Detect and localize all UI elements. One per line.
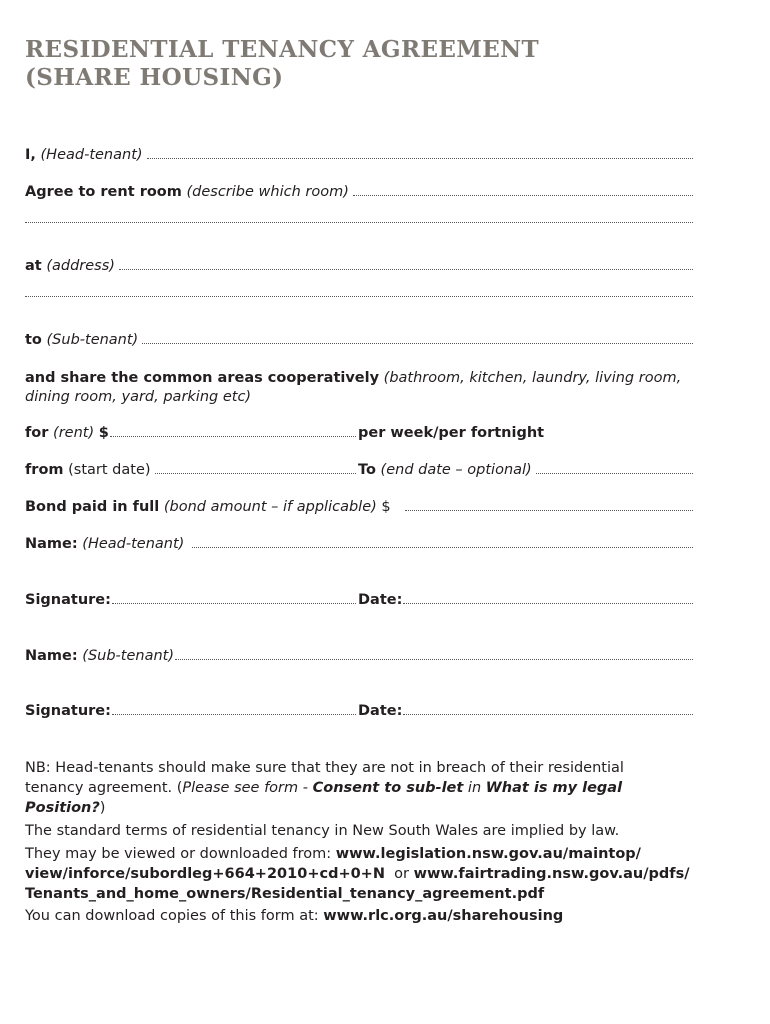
bond-hint: (bond amount – if applicable) — [163, 499, 377, 515]
from-hint: (start date) — [68, 462, 151, 478]
bond-row — [25, 499, 695, 515]
start-date-field[interactable] — [155, 472, 356, 474]
room-field[interactable] — [353, 194, 693, 196]
legislation-link-part-1[interactable]: www.legislation.nsw.gov.au/maintop/ — [335, 846, 641, 862]
page-title — [25, 36, 725, 92]
head-tenant-hint: (Head-tenant) — [40, 147, 143, 163]
download-prefix: You can download copies of this form at: — [25, 908, 324, 924]
viewed-from-line — [25, 844, 705, 864]
name-head-hint: (Head-tenant) — [82, 536, 185, 552]
standard-terms: The standard terms of residential tenancy in New South Wales are implied by law. — [25, 823, 620, 839]
bond-currency: $ — [381, 499, 391, 515]
address-field[interactable] — [119, 268, 693, 270]
title-line-2: (SHARE HOUSING) — [25, 64, 284, 91]
name-sub-hint: (Sub-tenant) — [82, 648, 174, 664]
bond-field[interactable] — [405, 509, 693, 511]
room-field-line-2[interactable] — [25, 221, 693, 223]
name-head-row — [25, 536, 695, 552]
nb-close-paren: ) — [99, 800, 106, 816]
dates-row — [25, 462, 695, 478]
name-sub-row — [25, 648, 695, 664]
signature-2-label: Signature: — [25, 703, 111, 719]
rent-currency: $ — [98, 425, 109, 441]
room-continuation-row — [25, 221, 695, 227]
links-line — [25, 864, 705, 884]
rent-row — [25, 425, 695, 441]
nb-line-1: NB: Head-tenants should make sure that they are not in breach of their residential — [25, 760, 624, 776]
title-line-1: RESIDENTIAL TENANCY AGREEMENT — [25, 36, 540, 63]
signature-1-row — [25, 592, 695, 608]
rent-field[interactable] — [110, 435, 356, 437]
common-areas-text — [25, 369, 695, 407]
name-sub-label: Name: — [25, 648, 78, 664]
fairtrading-link-part-1[interactable]: www.fairtrading.nsw.gov.au/pdfs/ — [413, 866, 690, 882]
download-line — [25, 906, 705, 926]
date-2-label: Date: — [358, 703, 403, 719]
date-1-field[interactable] — [403, 602, 693, 604]
address-hint: (address) — [46, 258, 115, 274]
rent-label: for — [25, 425, 49, 441]
head-tenant-field[interactable] — [147, 157, 693, 159]
signature-1-label: Signature: — [25, 592, 111, 608]
name-sub-field[interactable] — [175, 658, 693, 660]
to-label: To — [358, 462, 376, 478]
viewed-prefix: They may be viewed or downloaded from: — [25, 846, 336, 862]
from-label: from — [25, 462, 64, 478]
or-text: or — [384, 866, 414, 882]
signature-1-field[interactable] — [112, 602, 356, 604]
nb-in: in — [463, 780, 486, 796]
bond-label: Bond paid in full — [25, 499, 160, 515]
head-tenant-label: I, — [25, 147, 36, 163]
address-row — [25, 258, 695, 274]
date-1-label: Date: — [358, 592, 403, 608]
address-continuation-row — [25, 295, 695, 301]
legislation-link-part-2[interactable]: view/inforce/subordleg+664+2010+cd+0+N — [25, 866, 385, 882]
room-label: Agree to rent room — [25, 184, 182, 200]
nb-line-2 — [25, 778, 705, 818]
nb-text: tenancy agreement. ( — [25, 780, 183, 796]
consent-to-sublet-form-ref: Consent to sub-let — [312, 780, 464, 796]
sub-tenant-field[interactable] — [142, 342, 693, 344]
address-field-line-2[interactable] — [25, 295, 693, 297]
rlc-link[interactable]: www.rlc.org.au/sharehousing — [323, 908, 564, 924]
common-areas-label: and share the common areas cooperatively — [25, 370, 380, 386]
to-hint: (end date – optional) — [380, 462, 532, 478]
sub-tenant-row — [25, 332, 695, 348]
signature-2-row — [25, 703, 695, 719]
name-head-field[interactable] — [192, 546, 693, 548]
sub-tenant-label: to — [25, 332, 42, 348]
head-tenant-row — [25, 147, 695, 163]
sub-tenant-hint: (Sub-tenant) — [46, 332, 139, 348]
fairtrading-link-line — [25, 884, 705, 904]
room-row — [25, 184, 695, 200]
common-areas-hint: (bathroom, kitchen, laundry, living room, dining room, yard, parking etc) — [25, 370, 682, 405]
address-label: at — [25, 258, 42, 274]
date-2-field[interactable] — [403, 713, 693, 715]
legal-position-ref: What is my legal Position? — [25, 780, 623, 816]
name-head-label: Name: — [25, 536, 78, 552]
rent-period: per week/per fortnight — [358, 425, 545, 441]
rent-hint: (rent) — [53, 425, 95, 441]
end-date-field[interactable] — [536, 472, 693, 474]
room-hint: (describe which room) — [186, 184, 349, 200]
signature-2-field[interactable] — [112, 713, 356, 715]
fairtrading-link-part-2[interactable]: Tenants_and_home_owners/Residential_tenancy_agreement.pdf — [25, 886, 545, 902]
nb-see-form: Please see form - — [182, 780, 313, 796]
notes-section — [25, 758, 705, 926]
